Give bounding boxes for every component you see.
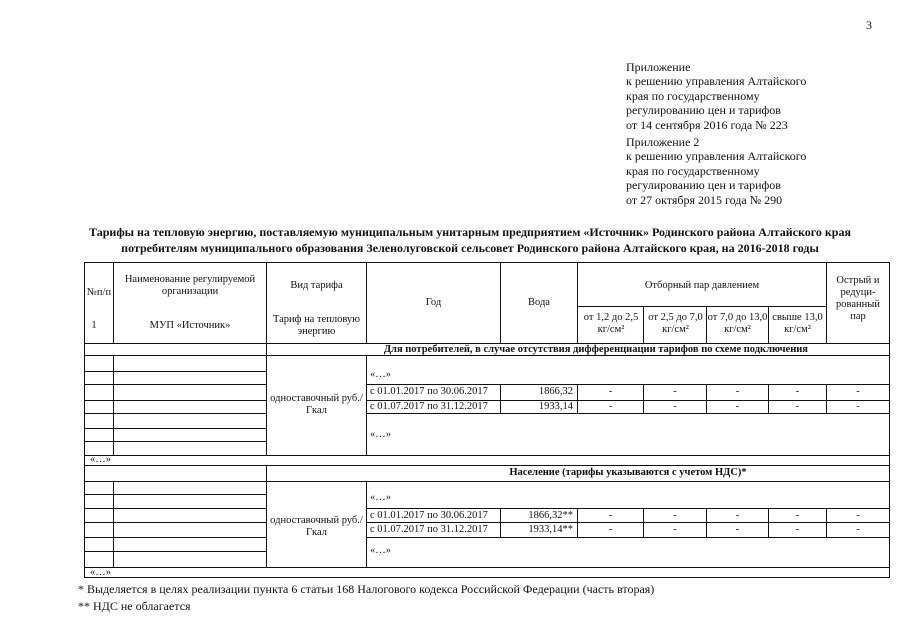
grid-line [84, 481, 890, 482]
grid-line [366, 537, 890, 538]
section1-row2-s2: - [673, 401, 677, 412]
ellipsis-end: «…» [90, 567, 111, 578]
grid-line [577, 262, 578, 343]
org-row-num: 1 [91, 320, 97, 331]
section1-row2-s3: - [735, 401, 740, 412]
grid-line [84, 413, 266, 414]
grid-line [366, 413, 890, 414]
page-number: 3 [866, 18, 872, 32]
header-org: Наименование регулируемой организации [124, 274, 256, 297]
section2-row1-s2: - [673, 510, 677, 521]
section2-row1-water: 1866,32** [528, 510, 573, 521]
grid-line [113, 262, 114, 343]
header-steam-3: от 7,0 до 13,0 кг/см² [707, 312, 768, 335]
header-tariff-type: Вид тарифа [290, 280, 343, 291]
section2-row2-s5: - [856, 524, 860, 535]
document-title [60, 224, 880, 256]
section2-row1-s4: - [795, 510, 800, 521]
section1-row1-period: с 01.01.2017 по 30.06.2017 [370, 386, 488, 397]
grid-line [84, 465, 890, 466]
grid-line [366, 355, 367, 455]
appendix-note-1: Приложение к решению управления Алтайского края по государственному регулированию цен и тарифов от 14 сентября 2016 года № 223 [626, 60, 807, 132]
grid-line [84, 428, 266, 429]
section1-title: Для потребителей, в случае отсутствия дифференциации тарифов по схеме подключения [383, 344, 808, 355]
section2-row2-s1: - [608, 524, 613, 535]
section1-row2-s5: - [856, 401, 860, 412]
section2-row2-s4: - [795, 524, 800, 535]
grid-line [84, 508, 266, 509]
table-top-border [84, 262, 890, 263]
ellipsis-mid: «…» [90, 454, 111, 465]
section2-row1-s1: - [608, 510, 613, 521]
header-water: Вода [528, 297, 550, 308]
title-line-1: Тарифы на тепловую энергию, поставляемую муниципальным унитарным предприятием «Источник» Родинского района Алтайского края [89, 225, 851, 239]
footnote-no-vat: ** НДС не облагается [78, 599, 191, 613]
section2-row1-s3: - [735, 510, 740, 521]
section1-row1-s5: - [856, 386, 860, 397]
grid-line [84, 494, 266, 495]
grid-line [84, 441, 266, 442]
section1-row2-s4: - [795, 401, 800, 412]
section1-row2-water: 1933,14 [538, 401, 573, 412]
grid-line [113, 355, 114, 455]
grid-line [84, 371, 266, 372]
section1-ellipsis-bottom: «…» [370, 429, 391, 440]
section2-row1-s5: - [856, 510, 860, 521]
table-left-border [84, 262, 85, 577]
org-tariff: Тариф на тепловую энергию [272, 314, 361, 337]
section1-ellipsis-top: «…» [370, 369, 391, 380]
grid-line [826, 262, 827, 343]
section2-row2-s2: - [673, 524, 677, 535]
grid-line [84, 551, 266, 552]
grid-line [84, 522, 266, 523]
section1-row1-s3: - [735, 386, 740, 397]
header-steam-4: свыше 13,0 кг/см² [772, 312, 823, 335]
section1-row1-water: 1866,32 [538, 386, 573, 397]
header-steam-2: от 2,5 до 7,0 кг/см² [648, 312, 703, 335]
section1-tariff-kind: одноставочный руб./Гкал [270, 393, 363, 416]
header-sharp-steam: Острый и редуци-рованный пар [836, 275, 880, 322]
table-bottom-border [84, 577, 890, 578]
grid-line [366, 384, 890, 385]
section2-title: Население (тарифы указываются с учетом НДС)* [509, 467, 747, 478]
section1-row2-period: с 01.07.2017 по 31.12.2017 [370, 401, 488, 412]
footnote-vat: * Выделяется в целях реализации пункта 6 статьи 168 Налогового кодекса Российской Федерации (часть вторая) [78, 582, 655, 596]
grid-line [366, 522, 890, 523]
section2-tariff-kind: одноставочный руб./Гкал [270, 515, 363, 538]
grid-line [577, 306, 826, 307]
grid-line [84, 400, 266, 401]
section1-row2-s1: - [608, 401, 613, 412]
grid-line [366, 508, 890, 509]
table-right-border [889, 262, 890, 577]
section2-row2-period: с 01.07.2017 по 31.12.2017 [370, 524, 488, 535]
section2-row2-water: 1933,14** [528, 524, 573, 535]
grid-line [113, 481, 114, 567]
header-year: Год [425, 297, 442, 308]
grid-line [84, 455, 890, 456]
grid-line [366, 481, 367, 567]
grid-line [84, 384, 266, 385]
section2-row2-s3: - [735, 524, 740, 535]
section2-ellipsis-top: «…» [370, 492, 391, 503]
header-steam-1: от 1,2 до 2,5 кг/см² [583, 312, 639, 335]
header-num: №п/п [86, 287, 112, 298]
header-steam: Отборный пар давлением [644, 280, 760, 291]
org-name: МУП «Источник» [149, 320, 231, 331]
appendix-note-2: Приложение 2 к решению управления Алтайского края по государственному регулированию цен и тарифов от 27 октября 2015 года № 290 [626, 135, 807, 207]
grid-line [266, 343, 267, 455]
section1-row1-s4: - [795, 386, 800, 397]
section1-row1-s2: - [673, 386, 677, 397]
section2-ellipsis-bottom: «…» [370, 545, 391, 556]
grid-line [84, 537, 266, 538]
section1-row1-s1: - [608, 386, 613, 397]
section2-row1-period: с 01.01.2017 по 30.06.2017 [370, 510, 488, 521]
title-line-2: потребителям муниципального образования Зеленолуговской сельсовет Родинского района Алтайского края, на 2016-2018 годы [121, 241, 819, 255]
grid-line [643, 306, 644, 343]
grid-line [266, 465, 267, 567]
grid-line [266, 262, 267, 343]
grid-line [84, 567, 890, 568]
